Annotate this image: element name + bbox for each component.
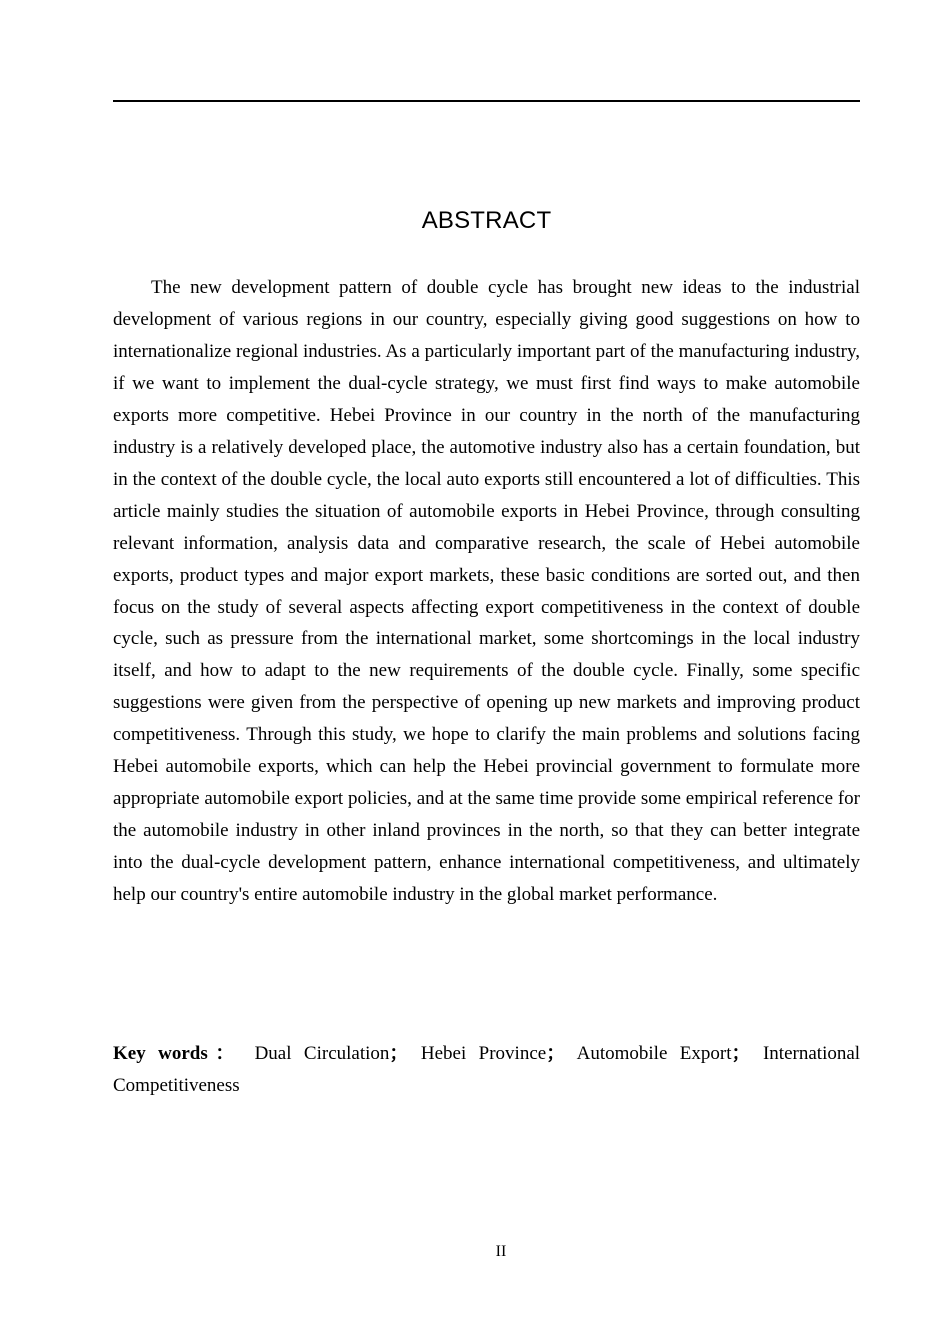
keyword-separator: ； [546,1043,566,1064]
abstract-body: The new development pattern of double cycle has brought new ideas to the industrial development of various regions in our country, especially giving good suggestions on how to internationalize regional industries. As a particularly important part of the manufacturing industry, if we want to implement the dual-cycle strategy, we must first find ways to make automobile exports more competitive. Hebei Province in our country in the north of the manufacturing industry is a relatively developed place, the automotive industry also has a certain foundation, but in the context of the double cycle, the local auto exports still encountered a lot of difficulties. This article mainly studies the situation of automobile exports in Hebei Province, through consulting relevant information, analysis data and comparative research, the scale of Hebei automobile exports, product types and major export markets, these basic conditions are sorted out, and then focus on the study of several aspects affecting export competitiveness in the context of double cycle, such as pressure from the international market, some shortcomings in the local industry itself, and how to adapt to the new requirements of the double cycle. Finally, some specific suggestions were given from the perspective of opening up new markets and improving product competitiveness. Through this study, we hope to clarify the main problems and solutions facing Hebei automobile exports, which can help the Hebei provincial government to formulate more appropriate automobile export policies, and at the same time provide some empirical reference for the automobile industry in other inland provinces in the north, so that they can better integrate into the dual-cycle development pattern, enhance international competitiveness, and ultimately help our country's entire automobile industry in the global market performance. [113,277,860,906]
keyword-item: Automobile Export [576,1043,732,1064]
keyword-separator: ； [731,1043,751,1064]
keyword-item: Hebei Province [420,1043,547,1064]
keyword-separator: ； [389,1043,409,1064]
keywords-paragraph [113,1038,860,1102]
page-title: ABSTRACT [421,207,552,234]
page-number: II [495,1243,507,1260]
keyword-item: Dual Circulation [254,1043,390,1064]
keyword-item: International Competitiveness [113,1043,861,1096]
keywords-label: Key words： [113,1043,243,1064]
header-rule [113,100,860,102]
